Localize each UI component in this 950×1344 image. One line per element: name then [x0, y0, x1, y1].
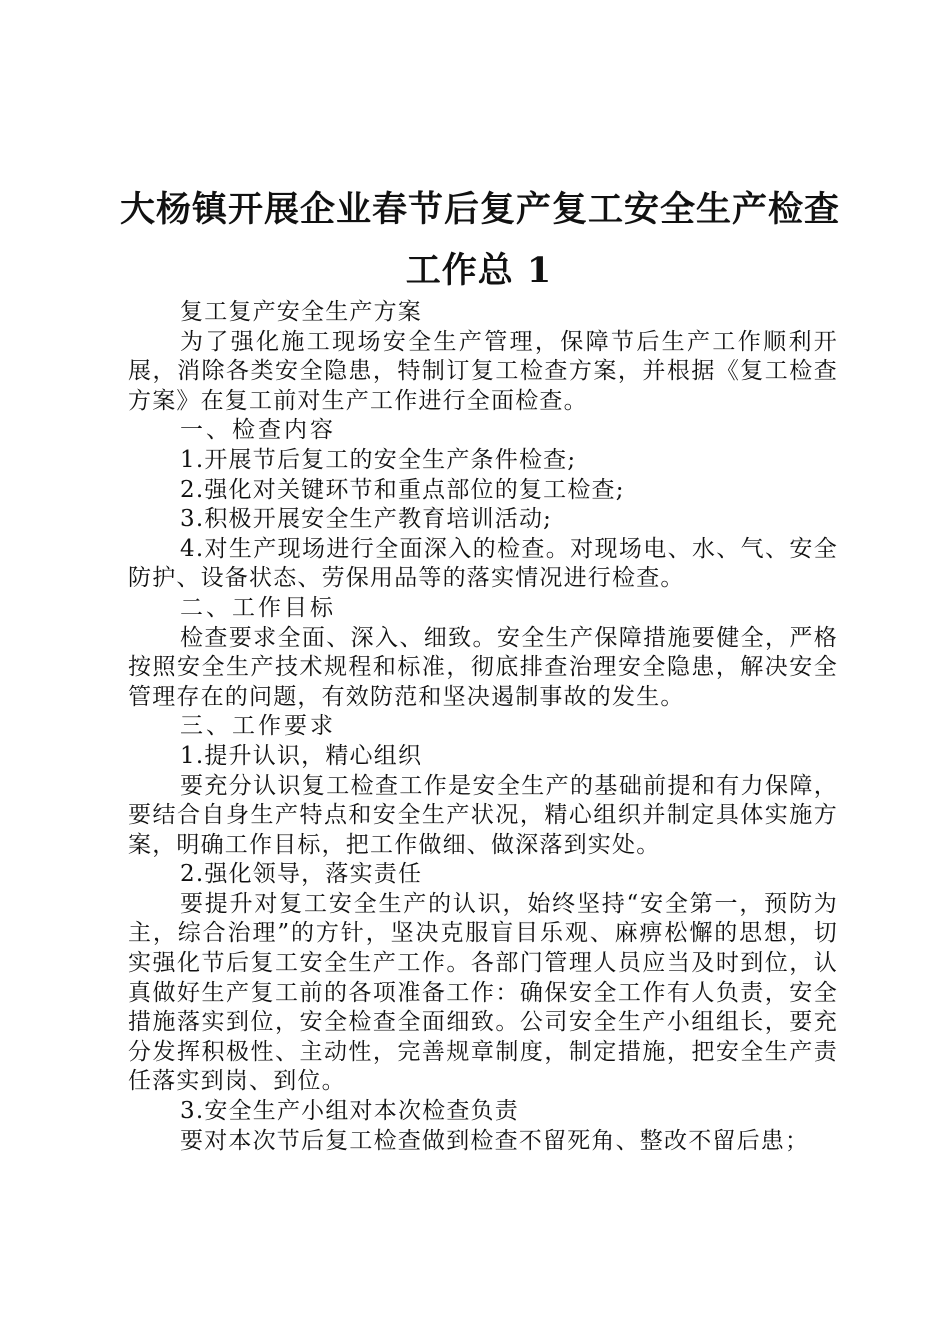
list-item-1: 1.开展节后复工的安全生产条件检查; — [180, 446, 577, 473]
document-body — [128, 298, 838, 1156]
paragraph-goals: 检查要求全面、深入、细致。安全生产保障措施要健全，严格按照安全生产技术规程和标准，彻底排查治理安全隐患，解决安全管理存在的问题，有效防范和坚决遏制事故的发生。 — [128, 624, 838, 710]
document-title-line-2: 工作总 1 — [405, 250, 553, 291]
paragraph-requirement-2: 要提升对复工安全生产的认识，始终坚持“安全第一，预防为主，综合治理”的方针，坚决克服盲目乐观、麻痹松懈的思想，切实强化节后复工安全生产工作。各部门管理人员应当及时到位，认真做好生产复工前的各项准备工作：确保安全工作有人负责，安全措施落实到位，安全检查全面细致。公司安全生产小组组长，要充分发挥积极性、主动性，完善规章制度，制定措施，把安全生产责任落实到岗、到位。 — [128, 890, 838, 1095]
section-heading-inspection-content: 一、检查内容 — [180, 417, 336, 444]
list-item-3: 3.积极开展安全生产教育培训活动; — [180, 506, 553, 533]
paragraph-plan-title: 复工复产安全生产方案 — [180, 299, 422, 325]
subheading-requirement-1: 1.提升认识，精心组织 — [180, 742, 423, 769]
paragraph-requirement-1: 要充分认识复工检查工作是安全生产的基础前提和有力保障，要结合自身生产特点和安全生产状况，精心组织并制定具体实施方案，明确工作目标，把工作做细、做深落到实处。 — [128, 772, 838, 858]
list-item-2: 2.强化对关键环节和重点部位的复工检查; — [180, 476, 625, 503]
section-heading-work-requirements: 三、工作要求 — [180, 713, 336, 740]
list-item-4: 4.对生产现场进行全面深入的检查。对现场电、水、气、安全防护、设备状态、劳保用品等的落实情况进行检查。 — [128, 535, 838, 592]
subheading-requirement-3: 3.安全生产小组对本次检查负责 — [180, 1098, 519, 1125]
section-heading-work-goals: 二、工作目标 — [180, 594, 336, 621]
subheading-requirement-2: 2.强化领导，落实责任 — [180, 861, 423, 888]
document-title-line-1: 大杨镇开展企业春节后复产复工安全生产检查 — [120, 189, 841, 230]
paragraph-requirement-3: 要对本次节后复工检查做到检查不留死角、整改不留后患； — [180, 1127, 810, 1154]
paragraph-intro: 为了强化施工现场安全生产管理，保障节后生产工作顺利开展，消除各类安全隐患，特制订复工检查方案，并根据《复工检查方案》在复工前对生产工作进行全面检查。 — [128, 328, 838, 414]
